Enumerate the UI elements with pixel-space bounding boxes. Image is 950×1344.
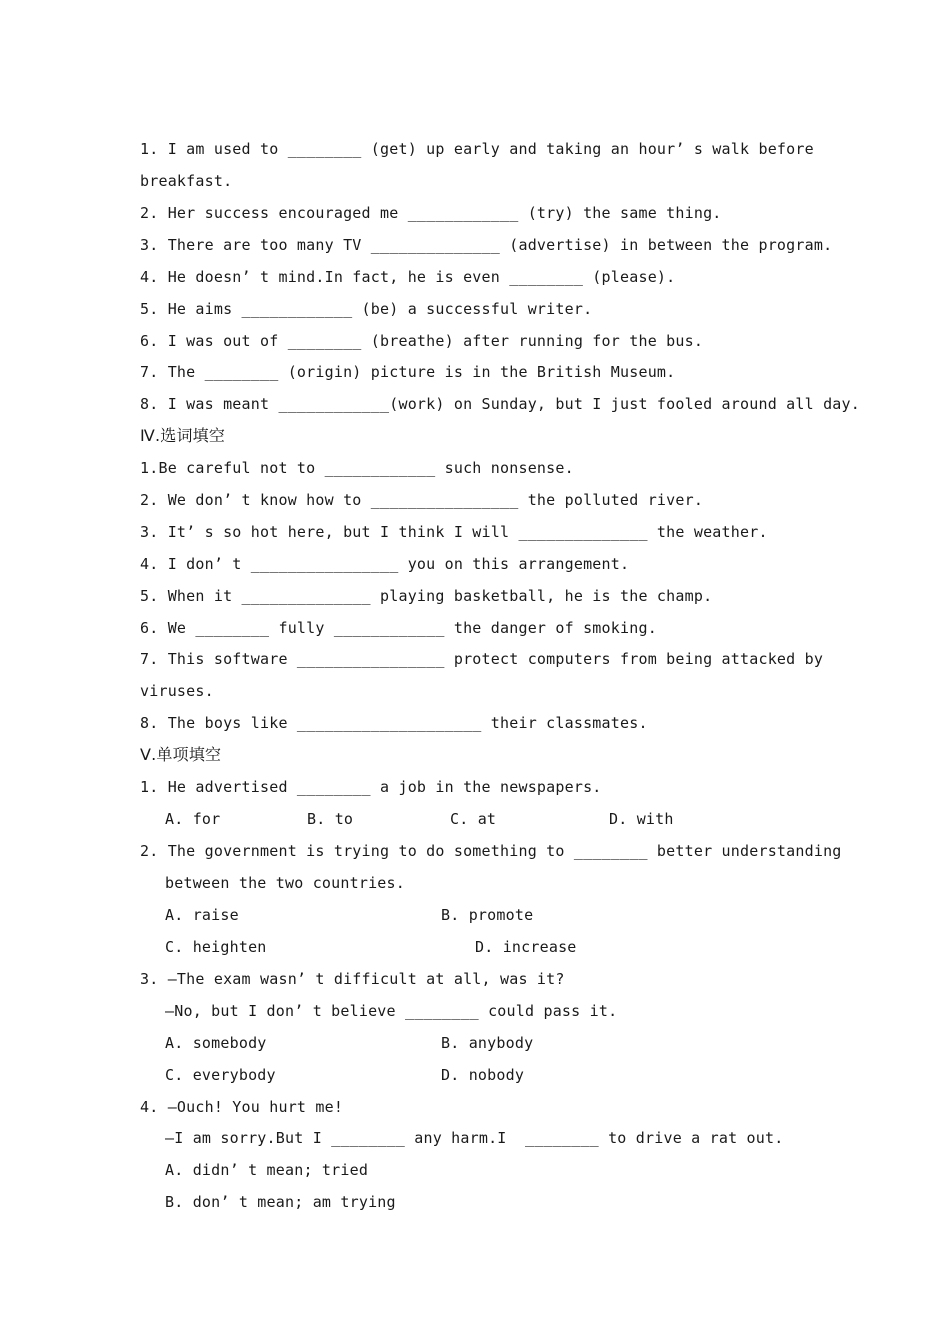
word-fill-item-4: 4. I don’ t ________________ you on this arrangement. <box>140 555 630 573</box>
mc-question-4: 4. —Ouch! You hurt me! <box>140 1098 344 1116</box>
mc-q1-option-b: B. to <box>307 810 354 828</box>
word-fill-item-6: 6. We ________ fully ____________ the danger of smoking. <box>140 619 657 637</box>
mc-q2-option-d: D. increase <box>475 938 577 956</box>
word-fill-item-8: 8. The boys like ____________________ their classmates. <box>140 714 648 732</box>
mc-q3-option-b: B. anybody <box>441 1034 534 1052</box>
word-fill-item-1: 1.Be careful not to ____________ such nonsense. <box>140 459 574 477</box>
word-fill-item-5: 5. When it ______________ playing basketball, he is the champ. <box>140 587 713 605</box>
blank-item-4: 4. He doesn’ t mind.In fact, he is even ________ (please). <box>140 268 676 286</box>
blank-item-5: 5. He aims ____________ (be) a successful writer. <box>140 300 593 318</box>
mc-q2-option-a: A. raise <box>165 906 239 924</box>
mc-question-4-cont: —I am sorry.But I ________ any harm.I ________ to drive a rat out. <box>165 1129 784 1147</box>
blank-item-7: 7. The ________ (origin) picture is in the British Museum. <box>140 363 676 381</box>
blank-item-1-cont: breakfast. <box>140 172 233 190</box>
section-4-heading: Ⅳ.选词填空 <box>140 426 226 445</box>
mc-question-2: 2. The government is trying to do something to ________ better understanding <box>140 842 842 860</box>
blank-item-8: 8. I was meant ____________(work) on Sunday, but I just fooled around all day. <box>140 395 860 413</box>
blank-item-1: 1. I am used to ________ (get) up early and taking an hour’ s walk before <box>140 140 814 158</box>
mc-q2-option-b: B. promote <box>441 906 534 924</box>
blank-item-2: 2. Her success encouraged me ____________ (try) the same thing. <box>140 204 722 222</box>
mc-question-2-cont: between the two countries. <box>165 874 405 892</box>
mc-q4-option-a: A. didn’ t mean; tried <box>165 1161 369 1179</box>
word-fill-item-7-cont: viruses. <box>140 682 214 700</box>
section-5-heading: Ⅴ.单项填空 <box>140 745 222 764</box>
mc-q1-option-c: C. at <box>450 810 497 828</box>
mc-q1-option-d: D. with <box>609 810 674 828</box>
mc-question-3-cont: —No, but I don’ t believe ________ could pass it. <box>165 1002 618 1020</box>
mc-q4-option-b: B. don’ t mean; am trying <box>165 1193 396 1211</box>
mc-q3-option-a: A. somebody <box>165 1034 267 1052</box>
mc-q1-option-a: A. for <box>165 810 221 828</box>
mc-q2-option-c: C. heighten <box>165 938 267 956</box>
mc-q3-option-d: D. nobody <box>441 1066 525 1084</box>
blank-item-6: 6. I was out of ________ (breathe) after running for the bus. <box>140 332 704 350</box>
mc-question-1: 1. He advertised ________ a job in the newspapers. <box>140 778 602 796</box>
mc-q3-option-c: C. everybody <box>165 1066 276 1084</box>
word-fill-item-2: 2. We don’ t know how to ________________ the polluted river. <box>140 491 704 509</box>
mc-question-3: 3. —The exam wasn’ t difficult at all, was it? <box>140 970 565 988</box>
word-fill-item-7: 7. This software ________________ protect computers from being attacked by <box>140 650 824 668</box>
blank-item-3: 3. There are too many TV ______________ (advertise) in between the program. <box>140 236 833 254</box>
word-fill-item-3: 3. It’ s so hot here, but I think I will ______________ the weather. <box>140 523 768 541</box>
